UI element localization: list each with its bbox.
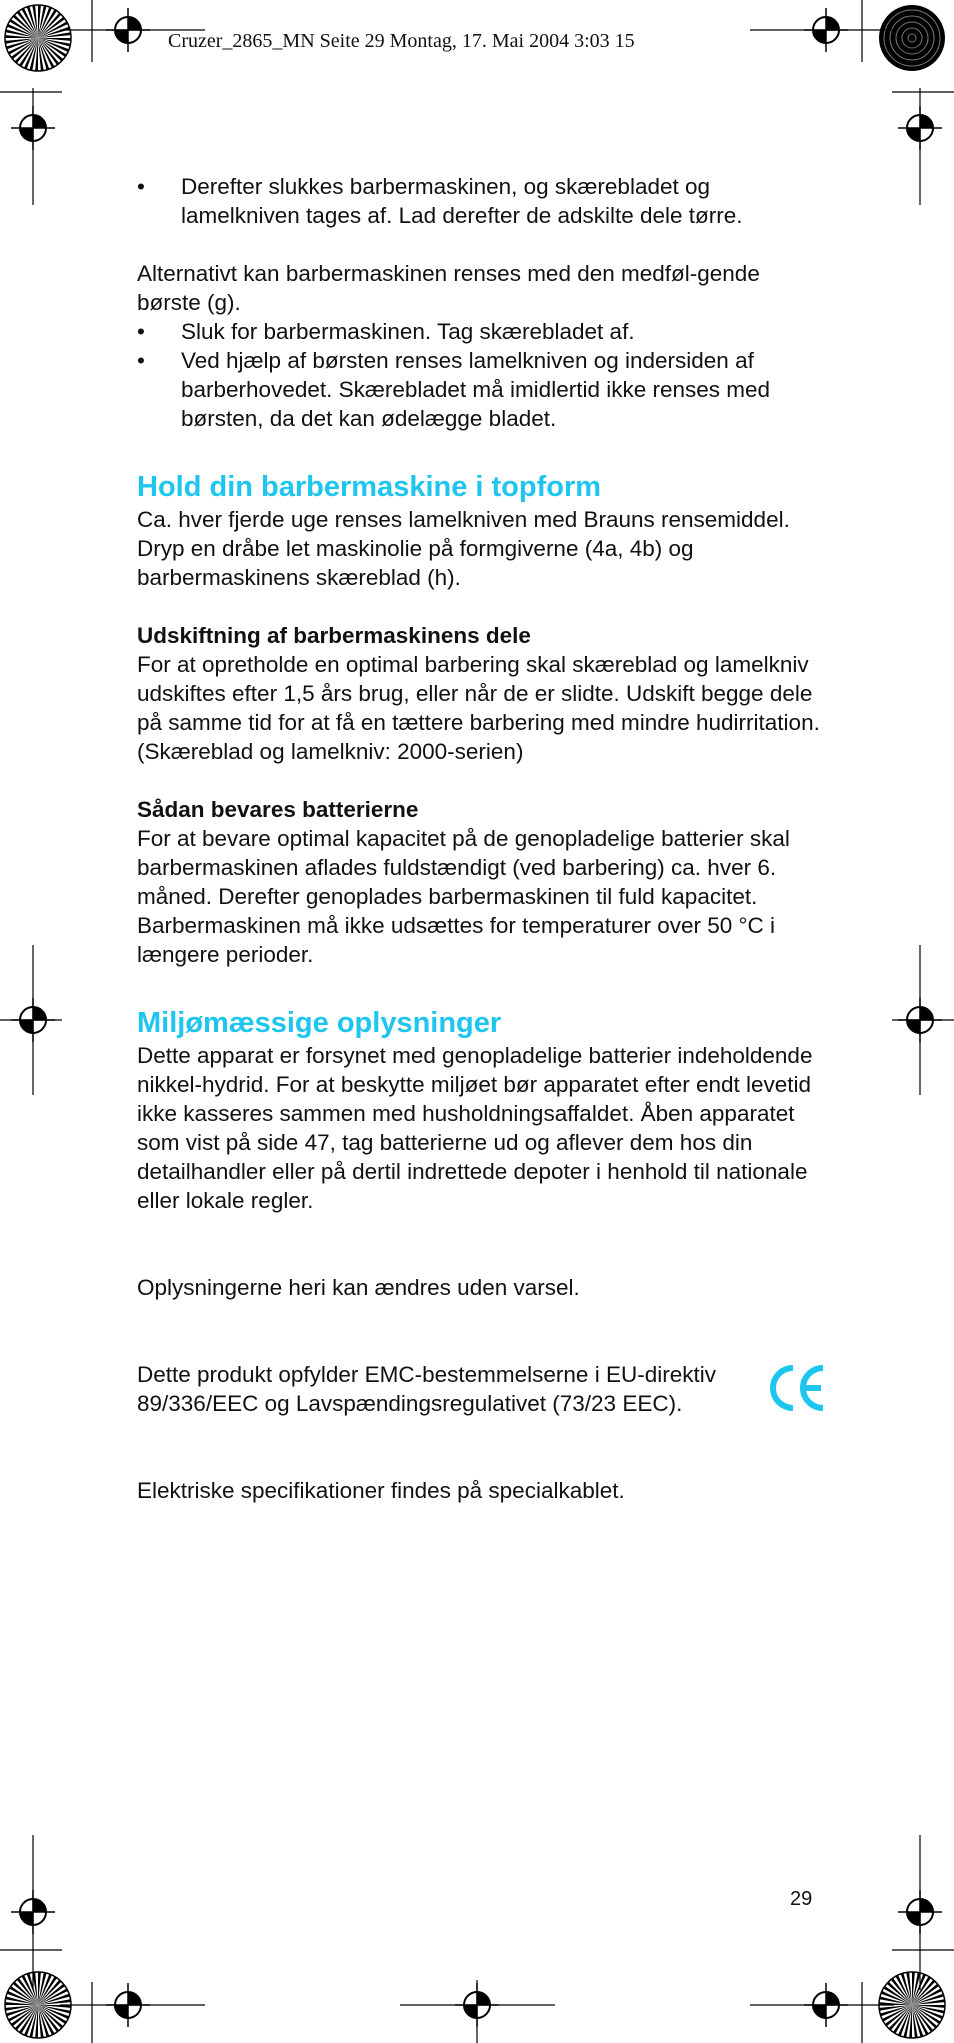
alternative-bullet-list: [137, 317, 827, 433]
batteries-text: For at bevare optimal kapacitet på de genopladelige batterier skal barbermaskinen aflades fuldstændigt (ved barbering) ca. hver 6. måned. Derefter genoplades barbermaskinen til fuld kapacitet. Barbermaskinen må ikke udsættes for temperaturer over 50 °C i længere perioder.: [137, 826, 790, 967]
alternative-text: Alternativt kan barbermaskinen renses med den medføl-gende børste (g).: [137, 261, 760, 315]
intro-bullet-list: [137, 172, 827, 230]
emc-text: Dette produkt opfylder EMC-bestemmelserne i EU-direktiv 89/336/EEC og Lavspændingsregulativet (73/23 EEC).: [137, 1362, 716, 1416]
parts-text: For at opretholde en optimal barbering skal skæreblad og lamelkniv udskiftes efter 1,5 års brug, eller når de er slidte. Udskift begge dele på samme tid for at få en tættere barbering med mindre hudirritation.: [137, 652, 820, 735]
emc-block: [137, 1360, 827, 1418]
target-icon: [879, 5, 945, 71]
section-heading-environment: Miljømæssige oplysninger: [137, 1007, 502, 1039]
page-content: [137, 172, 827, 1505]
page-number: 29: [790, 1888, 813, 1910]
section-heading-topform: Hold din barbermaskine i topform: [137, 471, 602, 503]
subheading-batteries: Sådan bevares batterierne: [137, 797, 419, 822]
list-item: • Ved hjælp af børsten renses lamelkniven og indersiden af barberhovedet. Skærebladet må imidlertid ikke renses med børsten, da det kan ødelægge bladet.: [137, 346, 827, 433]
list-item: • Sluk for barbermaskinen. Tag skærebladet af.: [137, 317, 827, 346]
environment-text: Dette apparat er forsynet med genopladelige batterier indeholdende nikkel-hydrid. For at beskytte miljøet bør apparatet efter endt levetid ikke kasseres sammen med husholdningsaffaldet. Åben apparatet som vist på side 47, tag batterierne ud og aflever dem hos din detailhandler eller på dertil indrettede depoter i henhold til nationale eller lokale regler.: [137, 1043, 813, 1213]
topform-text: Ca. hver fjerde uge renses lamelkniven med Brauns rensemiddel. Dryp en dråbe let maskinolie på formgiverne (4a, 4b) og barbermaskinens skæreblad (h).: [137, 507, 790, 590]
print-slug: Cruzer_2865_MN Seite 29 Montag, 17. Mai 2004 3:03 15: [168, 30, 635, 52]
electrical-text: Elektriske specifikationer findes på specialkablet.: [137, 1478, 625, 1503]
subheading-parts: Udskiftning af barbermaskinens dele: [137, 623, 531, 648]
notice-text: Oplysningerne heri kan ændres uden varsel.: [137, 1275, 580, 1300]
ce-mark-icon: [765, 1362, 827, 1414]
parts-note: (Skæreblad og lamelkniv: 2000-serien): [137, 739, 524, 764]
starburst-icon: [5, 5, 71, 71]
list-item: • Derefter slukkes barbermaskinen, og skærebladet og lamelkniven tages af. Lad derefter de adskilte dele tørre.: [137, 172, 827, 230]
